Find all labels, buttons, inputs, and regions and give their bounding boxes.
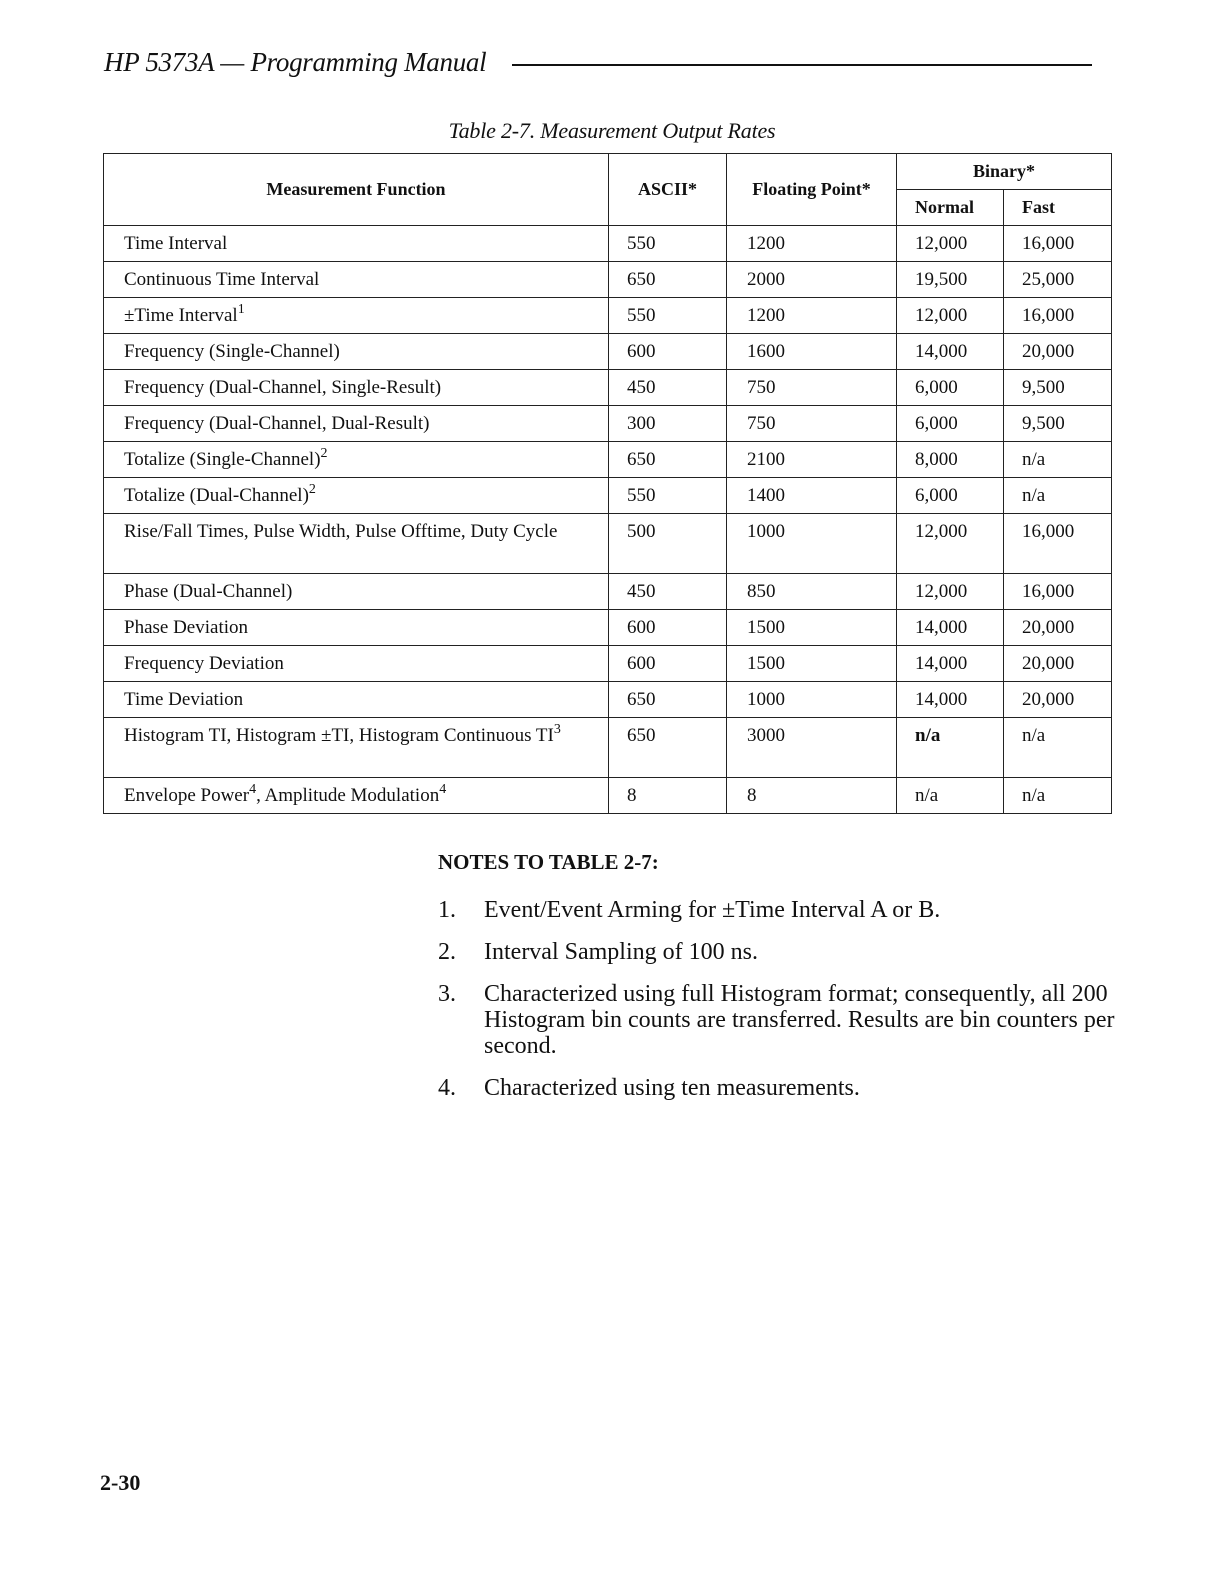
note-number: 3. [438, 981, 456, 1007]
page-header [104, 42, 1092, 82]
cell-floating-point: 1500 [727, 646, 897, 682]
cell-binary-fast: n/a [1004, 718, 1112, 778]
cell-function: Time Deviation [104, 682, 609, 718]
cell-ascii: 550 [609, 226, 727, 262]
cell-binary-fast: 16,000 [1004, 514, 1112, 574]
cell-binary-normal: 6,000 [897, 478, 1004, 514]
table-row [104, 610, 1112, 646]
cell-floating-point: 2000 [727, 262, 897, 298]
header-rule [512, 64, 1092, 66]
cell-floating-point: 750 [727, 406, 897, 442]
cell-binary-fast: 20,000 [1004, 682, 1112, 718]
col-header-floating-point: Floating Point* [727, 154, 897, 226]
cell-ascii: 600 [609, 610, 727, 646]
cell-function: Envelope Power$^4$, Amplitude Modulation$^4$ [104, 778, 609, 814]
footnote-ref: 4 [439, 782, 447, 797]
table-row [104, 574, 1112, 610]
cell-binary-normal: 12,000 [897, 298, 1004, 334]
cell-binary-normal: 6,000 [897, 370, 1004, 406]
col-header-binary-fast: Fast [1004, 190, 1112, 226]
cell-function: Phase (Dual-Channel) [104, 574, 609, 610]
cell-ascii: 550 [609, 298, 727, 334]
cell-binary-normal: 14,000 [897, 646, 1004, 682]
output-rates-table [103, 153, 1112, 814]
cell-binary-fast: 16,000 [1004, 298, 1112, 334]
cell-binary-fast: 20,000 [1004, 610, 1112, 646]
cell-ascii: 650 [609, 718, 727, 778]
cell-binary-normal: 14,000 [897, 334, 1004, 370]
note-text: Event/Event Arming for ±Time Interval A or B. [484, 897, 941, 923]
cell-binary-normal: 12,000 [897, 574, 1004, 610]
cell-function: Histogram TI, Histogram ±TI, Histogram Continuous $TI^3$ [104, 718, 609, 778]
table-row [104, 682, 1112, 718]
page-number: 2-30 [100, 1470, 141, 1495]
cell-function: Frequency Deviation [104, 646, 609, 682]
note-text: Characterized using full Histogram format; consequently, all 200 Histogram bin counts are transferred. Results are bin counters per second. [484, 981, 1115, 1059]
cell-ascii: 600 [609, 646, 727, 682]
cell-floating-point: 1200 [727, 298, 897, 334]
cell-binary-fast: n/a [1004, 478, 1112, 514]
cell-ascii: 300 [609, 406, 727, 442]
cell-ascii: 450 [609, 574, 727, 610]
cell-floating-point: 2100 [727, 442, 897, 478]
table-row [104, 646, 1112, 682]
cell-binary-fast: 20,000 [1004, 646, 1112, 682]
cell-binary-normal: 19,500 [897, 262, 1004, 298]
cell-floating-point: 1400 [727, 478, 897, 514]
cell-ascii: 650 [609, 262, 727, 298]
cell-ascii: 550 [609, 478, 727, 514]
footnote-ref: 2 [308, 482, 316, 497]
note-item [438, 1075, 1118, 1101]
cell-ascii: 500 [609, 514, 727, 574]
cell-ascii: 8 [609, 778, 727, 814]
cell-function: Rise/Fall Times, Pulse Width, Pulse Offtime, Duty Cycle [104, 514, 609, 574]
cell-binary-fast: 20,000 [1004, 334, 1112, 370]
cell-binary-fast: 16,000 [1004, 226, 1112, 262]
table-row [104, 718, 1112, 778]
cell-floating-point: 1600 [727, 334, 897, 370]
cell-binary-normal: n/a [897, 718, 1004, 778]
cell-binary-normal: 12,000 [897, 226, 1004, 262]
cell-binary-normal: 8,000 [897, 442, 1004, 478]
cell-floating-point: 3000 [727, 718, 897, 778]
note-text: Interval Sampling of 100 ns. [484, 939, 758, 965]
cell-function: Frequency (Single-Channel) [104, 334, 609, 370]
table-row [104, 226, 1112, 262]
table-row [104, 406, 1112, 442]
note-item [438, 981, 1118, 1059]
note-item [438, 939, 1118, 965]
cell-floating-point: 850 [727, 574, 897, 610]
cell-binary-fast: n/a [1004, 442, 1112, 478]
cell-function: ±Time Interval$^1$ [104, 298, 609, 334]
note-number: 4. [438, 1075, 456, 1101]
note-number: 2. [438, 939, 456, 965]
table-row [104, 514, 1112, 574]
cell-floating-point: 1500 [727, 610, 897, 646]
col-header-binary: Binary* [897, 154, 1112, 190]
cell-floating-point: 1200 [727, 226, 897, 262]
cell-binary-fast: 25,000 [1004, 262, 1112, 298]
cell-binary-fast: 16,000 [1004, 574, 1112, 610]
cell-function: Totalize (Dual-Channel)$^2$ [104, 478, 609, 514]
cell-floating-point: 1000 [727, 514, 897, 574]
note-item [438, 897, 1118, 923]
cell-function: Continuous Time Interval [104, 262, 609, 298]
cell-function: Totalize (Single-Channel)$^2$ [104, 442, 609, 478]
cell-binary-fast: n/a [1004, 778, 1112, 814]
cell-binary-normal: 14,000 [897, 610, 1004, 646]
footnote-ref: 4 [249, 782, 257, 797]
note-text: Characterized using ten measurements. [484, 1075, 860, 1101]
table-row [104, 370, 1112, 406]
table-row [104, 442, 1112, 478]
footnote-ref: 3 [553, 722, 561, 737]
col-header-binary-normal: Normal [897, 190, 1004, 226]
footnote-ref: 1 [237, 302, 245, 317]
cell-binary-normal: 6,000 [897, 406, 1004, 442]
cell-binary-fast: 9,500 [1004, 370, 1112, 406]
cell-ascii: 650 [609, 442, 727, 478]
cell-binary-normal: n/a [897, 778, 1004, 814]
cell-function: Frequency (Dual-Channel, Single-Result) [104, 370, 609, 406]
cell-function: Phase Deviation [104, 610, 609, 646]
cell-binary-fast: 9,500 [1004, 406, 1112, 442]
col-header-function: Measurement Function [104, 154, 609, 226]
table-row [104, 778, 1112, 814]
cell-ascii: 650 [609, 682, 727, 718]
cell-function: Frequency (Dual-Channel, Dual-Result) [104, 406, 609, 442]
cell-binary-normal: 12,000 [897, 514, 1004, 574]
notes-title: NOTES TO TABLE 2-7: [438, 850, 659, 874]
col-header-ascii: ASCII* [609, 154, 727, 226]
cell-floating-point: 1000 [727, 682, 897, 718]
cell-ascii: 600 [609, 334, 727, 370]
cell-binary-normal: 14,000 [897, 682, 1004, 718]
note-number: 1. [438, 897, 456, 923]
table-row [104, 298, 1112, 334]
cell-ascii: 450 [609, 370, 727, 406]
table-caption: Table 2-7. Measurement Output Rates [448, 118, 776, 143]
cell-floating-point: 750 [727, 370, 897, 406]
footnote-ref: 2 [320, 446, 328, 461]
table-row [104, 334, 1112, 370]
cell-function: Time Interval [104, 226, 609, 262]
cell-floating-point: 8 [727, 778, 897, 814]
table-row [104, 262, 1112, 298]
manual-title: HP 5373A — Programming Manual [104, 46, 487, 77]
table-notes [438, 850, 1118, 1117]
table-row [104, 478, 1112, 514]
